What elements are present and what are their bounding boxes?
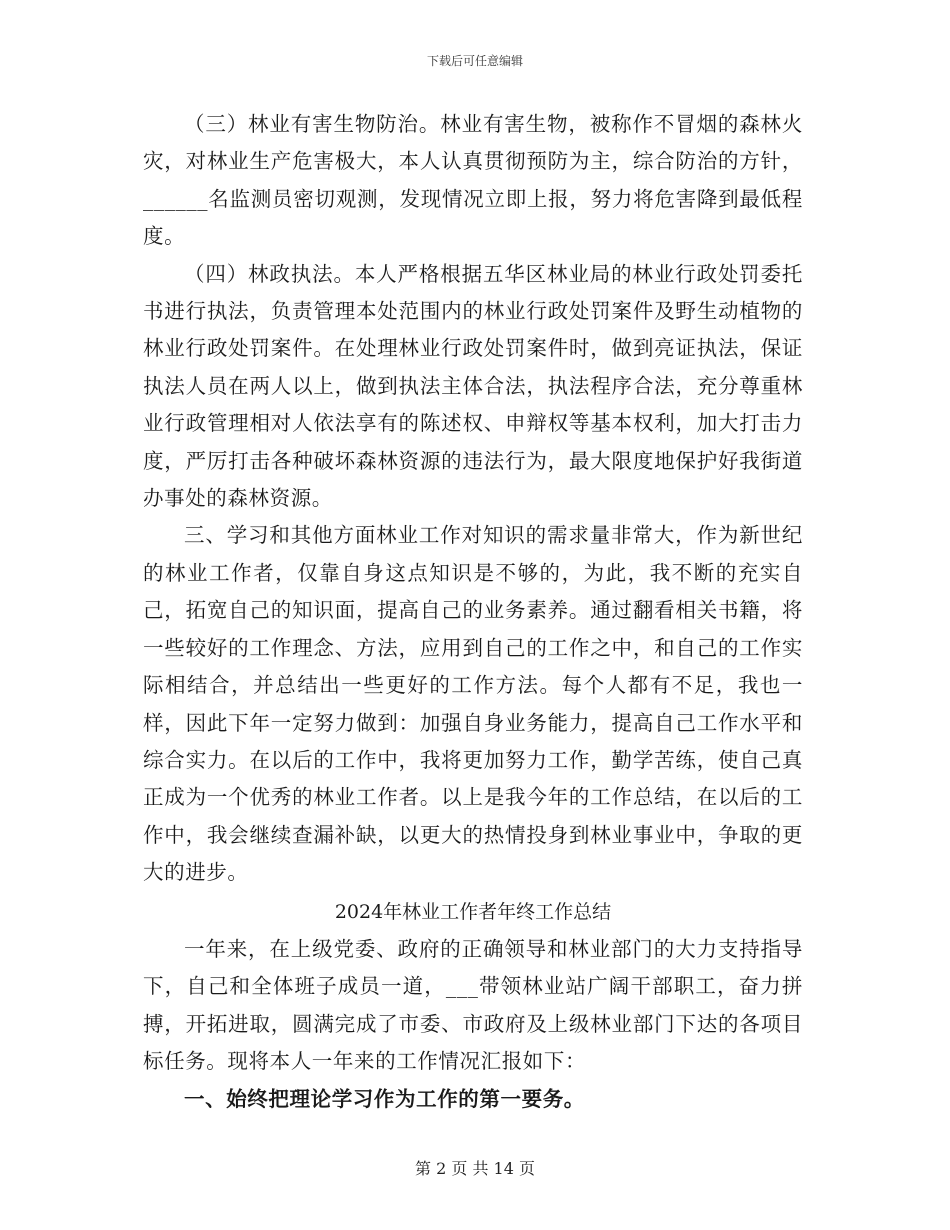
document-body (143, 106, 803, 1118)
section-heading-1: 一、始终把理论学习作为工作的第一要务。 (184, 1086, 585, 1111)
paragraph-study: 三、学习和其他方面林业工作对知识的需求量非常大，作为新世纪的林业工作者，仅靠自身这点知识是不够的，为此，我不断的充实自己，拓宽自己的知识面，提高自己的业务素养。通过翻看相关书籍，将一些较好的工作理念、方法，应用到自己的工作之中，和自己的工作实际相结合，并总结出一些更好的工作方法。每个人都有不足，我也一样，因此下年一定努力做到：加强自身业务能力，提高自己工作水平和综合实力。在以后的工作中，我将更加努力工作，勤学苦练，使自己真正成为一个优秀的林业工作者。以上是我今年的工作总结，在以后的工作中，我会继续查漏补缺，以更大的热情投身到林业事业中，争取的更大的进步。 (143, 523, 803, 885)
page-footer: 第 2 页 共 14 页 (415, 1159, 535, 1178)
paragraph-law-enforcement: （四）林政执法。本人严格根据五华区林业局的林业行政处罚委托书进行执法，负责管理本处范围内的林业行政处罚案件及野生动植物的林业行政处罚案件。在处理林业行政处罚案件时，做到亮证执法，保证执法人员在两人以上，做到执法主体合法，执法程序合法，充分尊重林业行政管理相对人依法享有的陈述权、申辩权等基本权利，加大打击力度，严厉打击各种破坏森林资源的违法行为，最大限度地保护好我街道办事处的森林资源。 (143, 261, 803, 511)
section-title: 2024年林业工作者年终工作总结 (334, 900, 612, 923)
paragraph-pest-control: （三）林业有害生物防治。林业有害生物，被称作不冒烟的森林火灾，对林业生产危害极大，本人认真贯彻预防为主，综合防治的方针，______名监测员密切观测，发现情况立即上报，努力将危害降到最低程度。 (143, 112, 803, 249)
paragraph-intro: 一年来，在上级党委、政府的正确领导和林业部门的大力支持指导下，自己和全体班子成员一道，___带领林业站广阔干部职工，奋力拼搏，开拓进取，圆满完成了市委、市政府及上级林业部门下达的各项目标任务。现将本人一年来的工作情况汇报如下： (143, 936, 803, 1074)
page-header: 下载后可任意编辑 (426, 54, 523, 68)
